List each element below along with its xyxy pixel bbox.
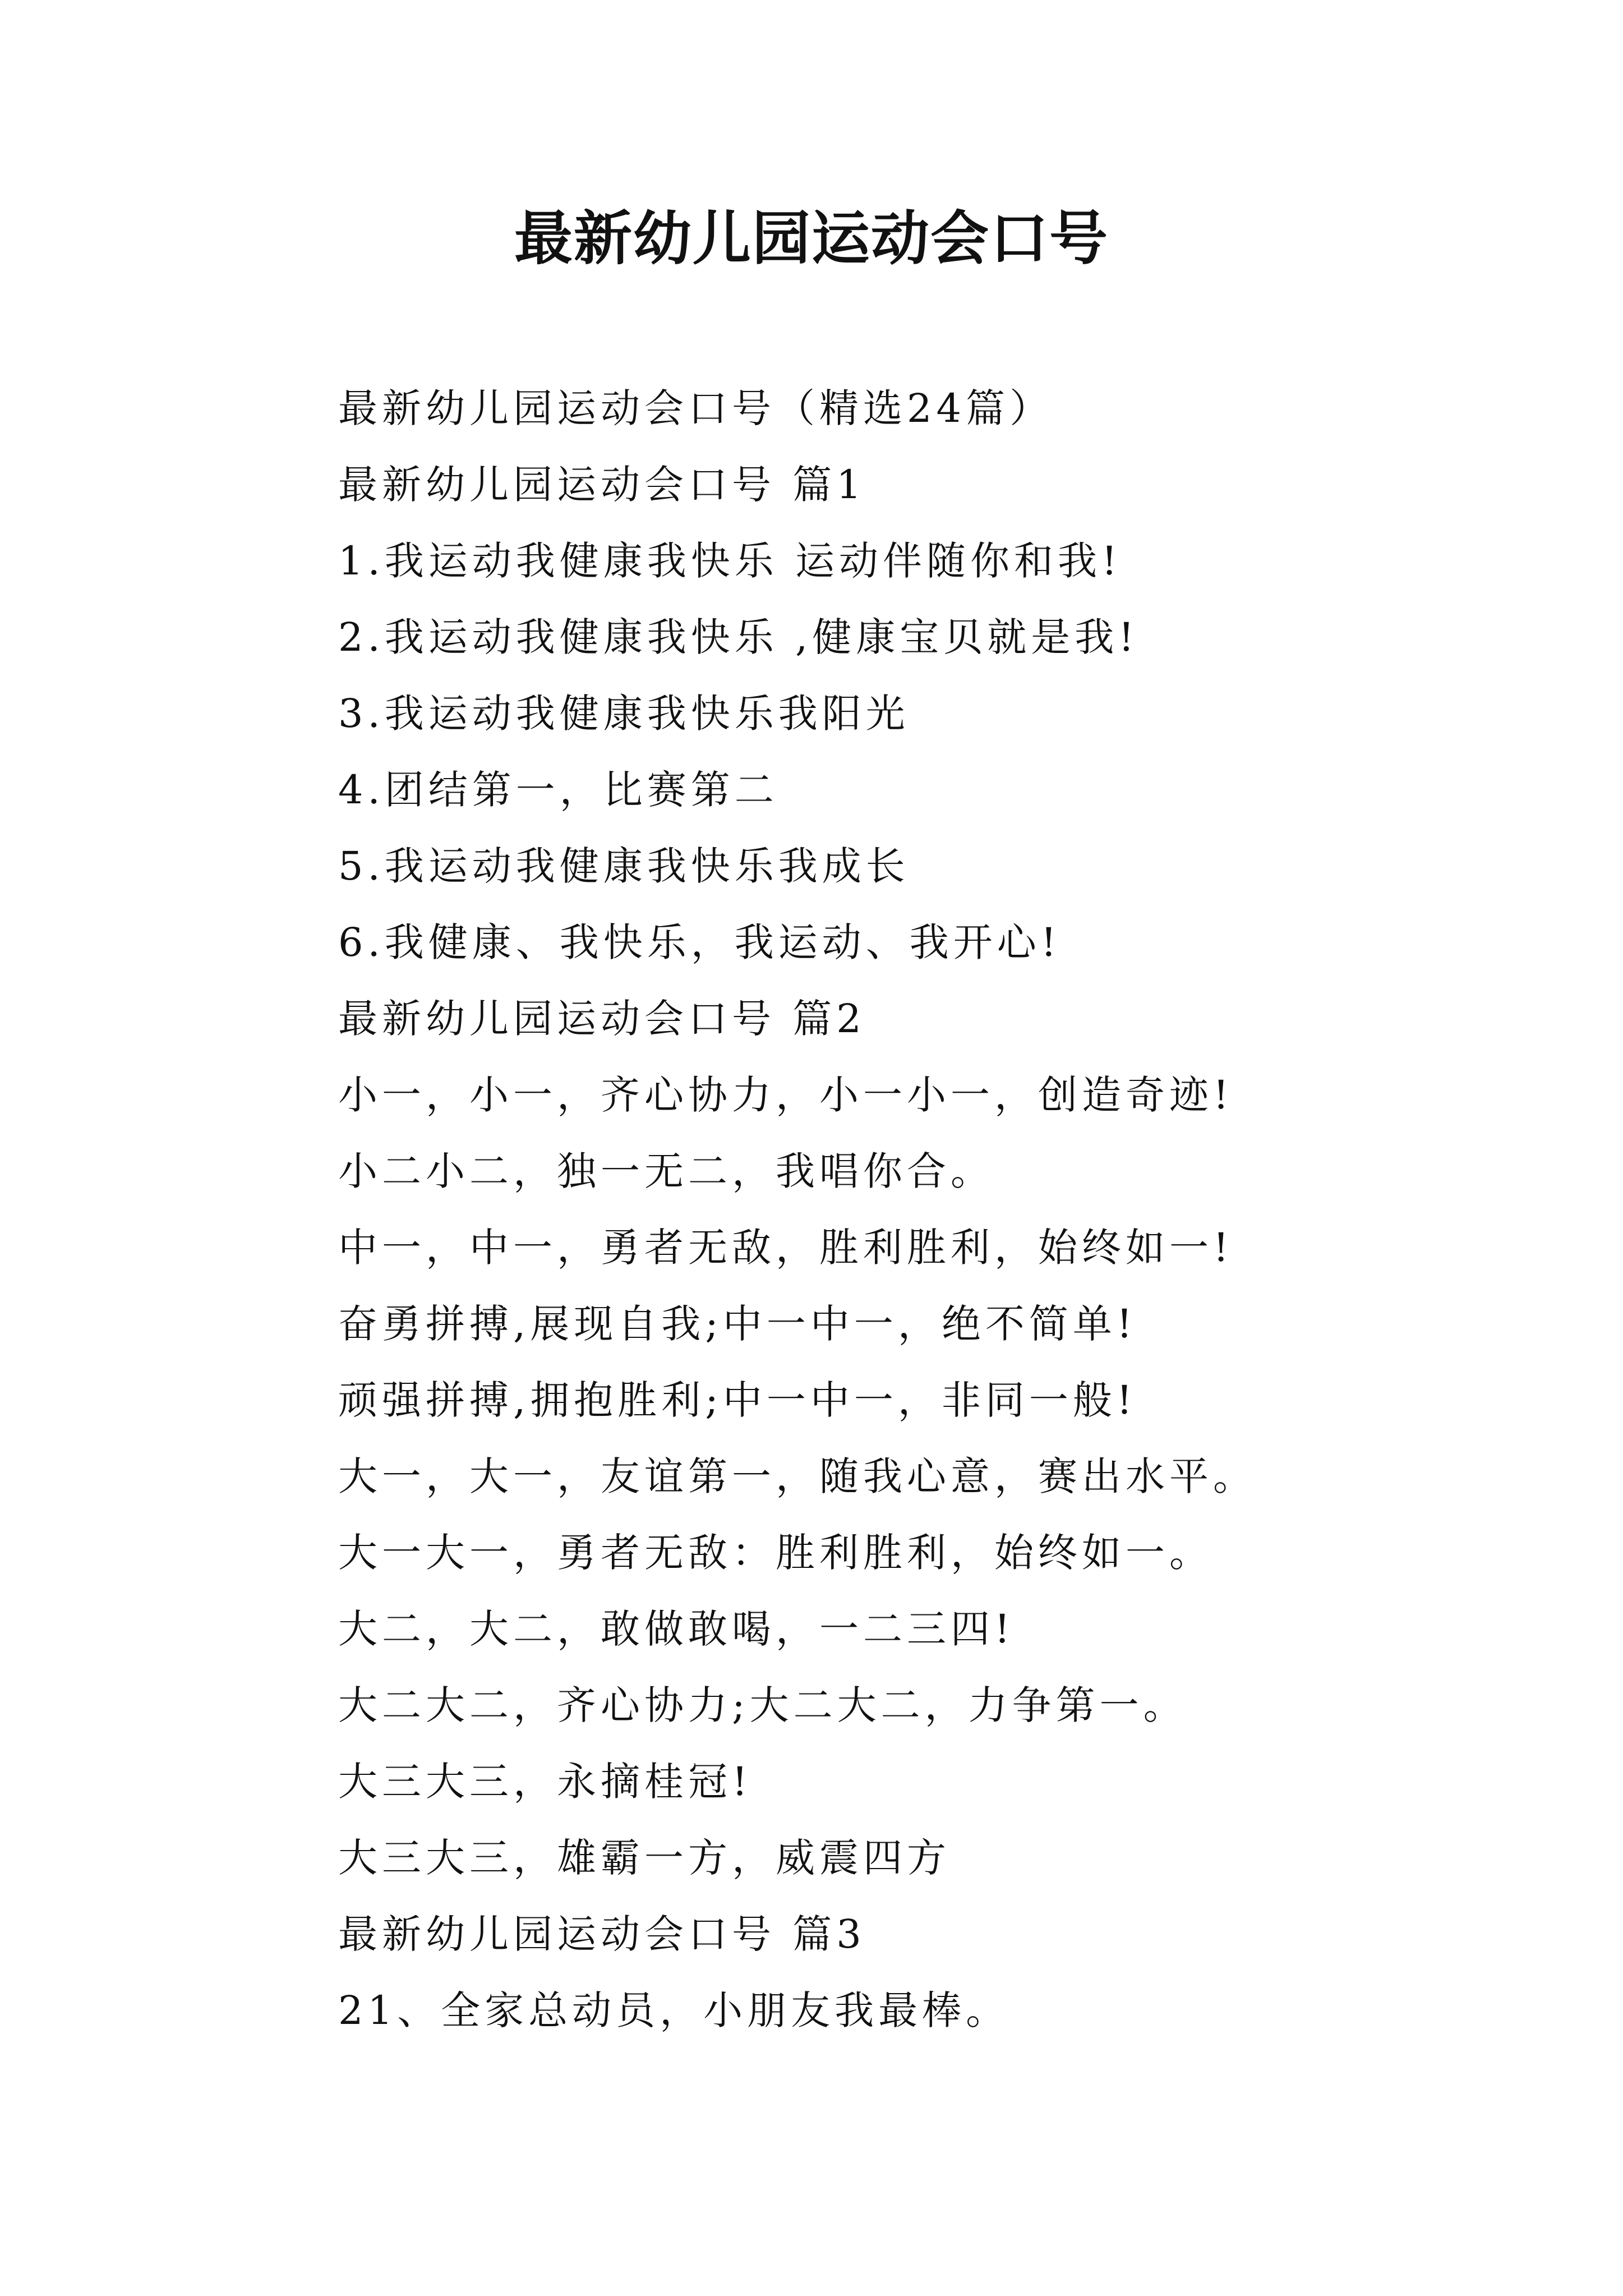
slogan-line: 中一，中一，勇者无敌，胜利胜利，始终如一! [338, 1225, 1234, 1271]
slogan-line: 21、全家总动员，小朋友我最棒。 [338, 1987, 1010, 2033]
slogan-line: 大一大一，勇者无敌：胜利胜利，始终如一。 [338, 1530, 1213, 1576]
slogan-line: 小二小二，独一无二，我唱你合。 [338, 1148, 994, 1194]
slogan-line: 大三大三，永摘桂冠! [338, 1759, 753, 1805]
slogan-line: 1.我运动我健康我快乐 运动伴随你和我! [338, 538, 1122, 584]
slogan-line: 3.我运动我健康我快乐我阳光 [338, 691, 910, 737]
section-heading-2: 最新幼儿园运动会口号 篇2 [338, 996, 866, 1042]
section-heading-3: 最新幼儿园运动会口号 篇3 [338, 1911, 866, 1957]
slogan-line: 奋勇拼搏,展现自我;中一中一，绝不简单! [338, 1301, 1137, 1347]
document-body [338, 370, 1561, 2049]
slogan-line: 大二，大二，敢做敢喝，一二三四! [338, 1606, 1015, 1652]
slogan-line: 大一，大一，友谊第一，随我心意，赛出水平。 [338, 1453, 1257, 1499]
slogan-line: 2.我运动我健康我快乐 ,健康宝贝就是我! [338, 614, 1139, 660]
document-title: 最新幼儿园运动会口号 [514, 204, 1109, 273]
slogan-line: 顽强拼搏,拥抱胜利;中一中一，非同一般! [338, 1377, 1137, 1423]
slogan-line: 大二大二，齐心协力;大二大二，力争第一。 [338, 1682, 1187, 1728]
slogan-line: 4.团结第一，比赛第二 [338, 767, 778, 813]
subtitle-line: 最新幼儿园运动会口号（精选24篇） [338, 385, 1054, 431]
slogan-line: 大三大三，雄霸一方，威震四方 [338, 1835, 951, 1881]
slogan-line: 6.我健康、我快乐，我运动、我开心! [338, 919, 1061, 965]
slogan-line: 小一，小一，齐心协力，小一小一，创造奇迹! [338, 1072, 1234, 1118]
section-heading-1: 最新幼儿园运动会口号 篇1 [338, 462, 866, 508]
slogan-line: 5.我运动我健康我快乐我成长 [338, 843, 910, 889]
